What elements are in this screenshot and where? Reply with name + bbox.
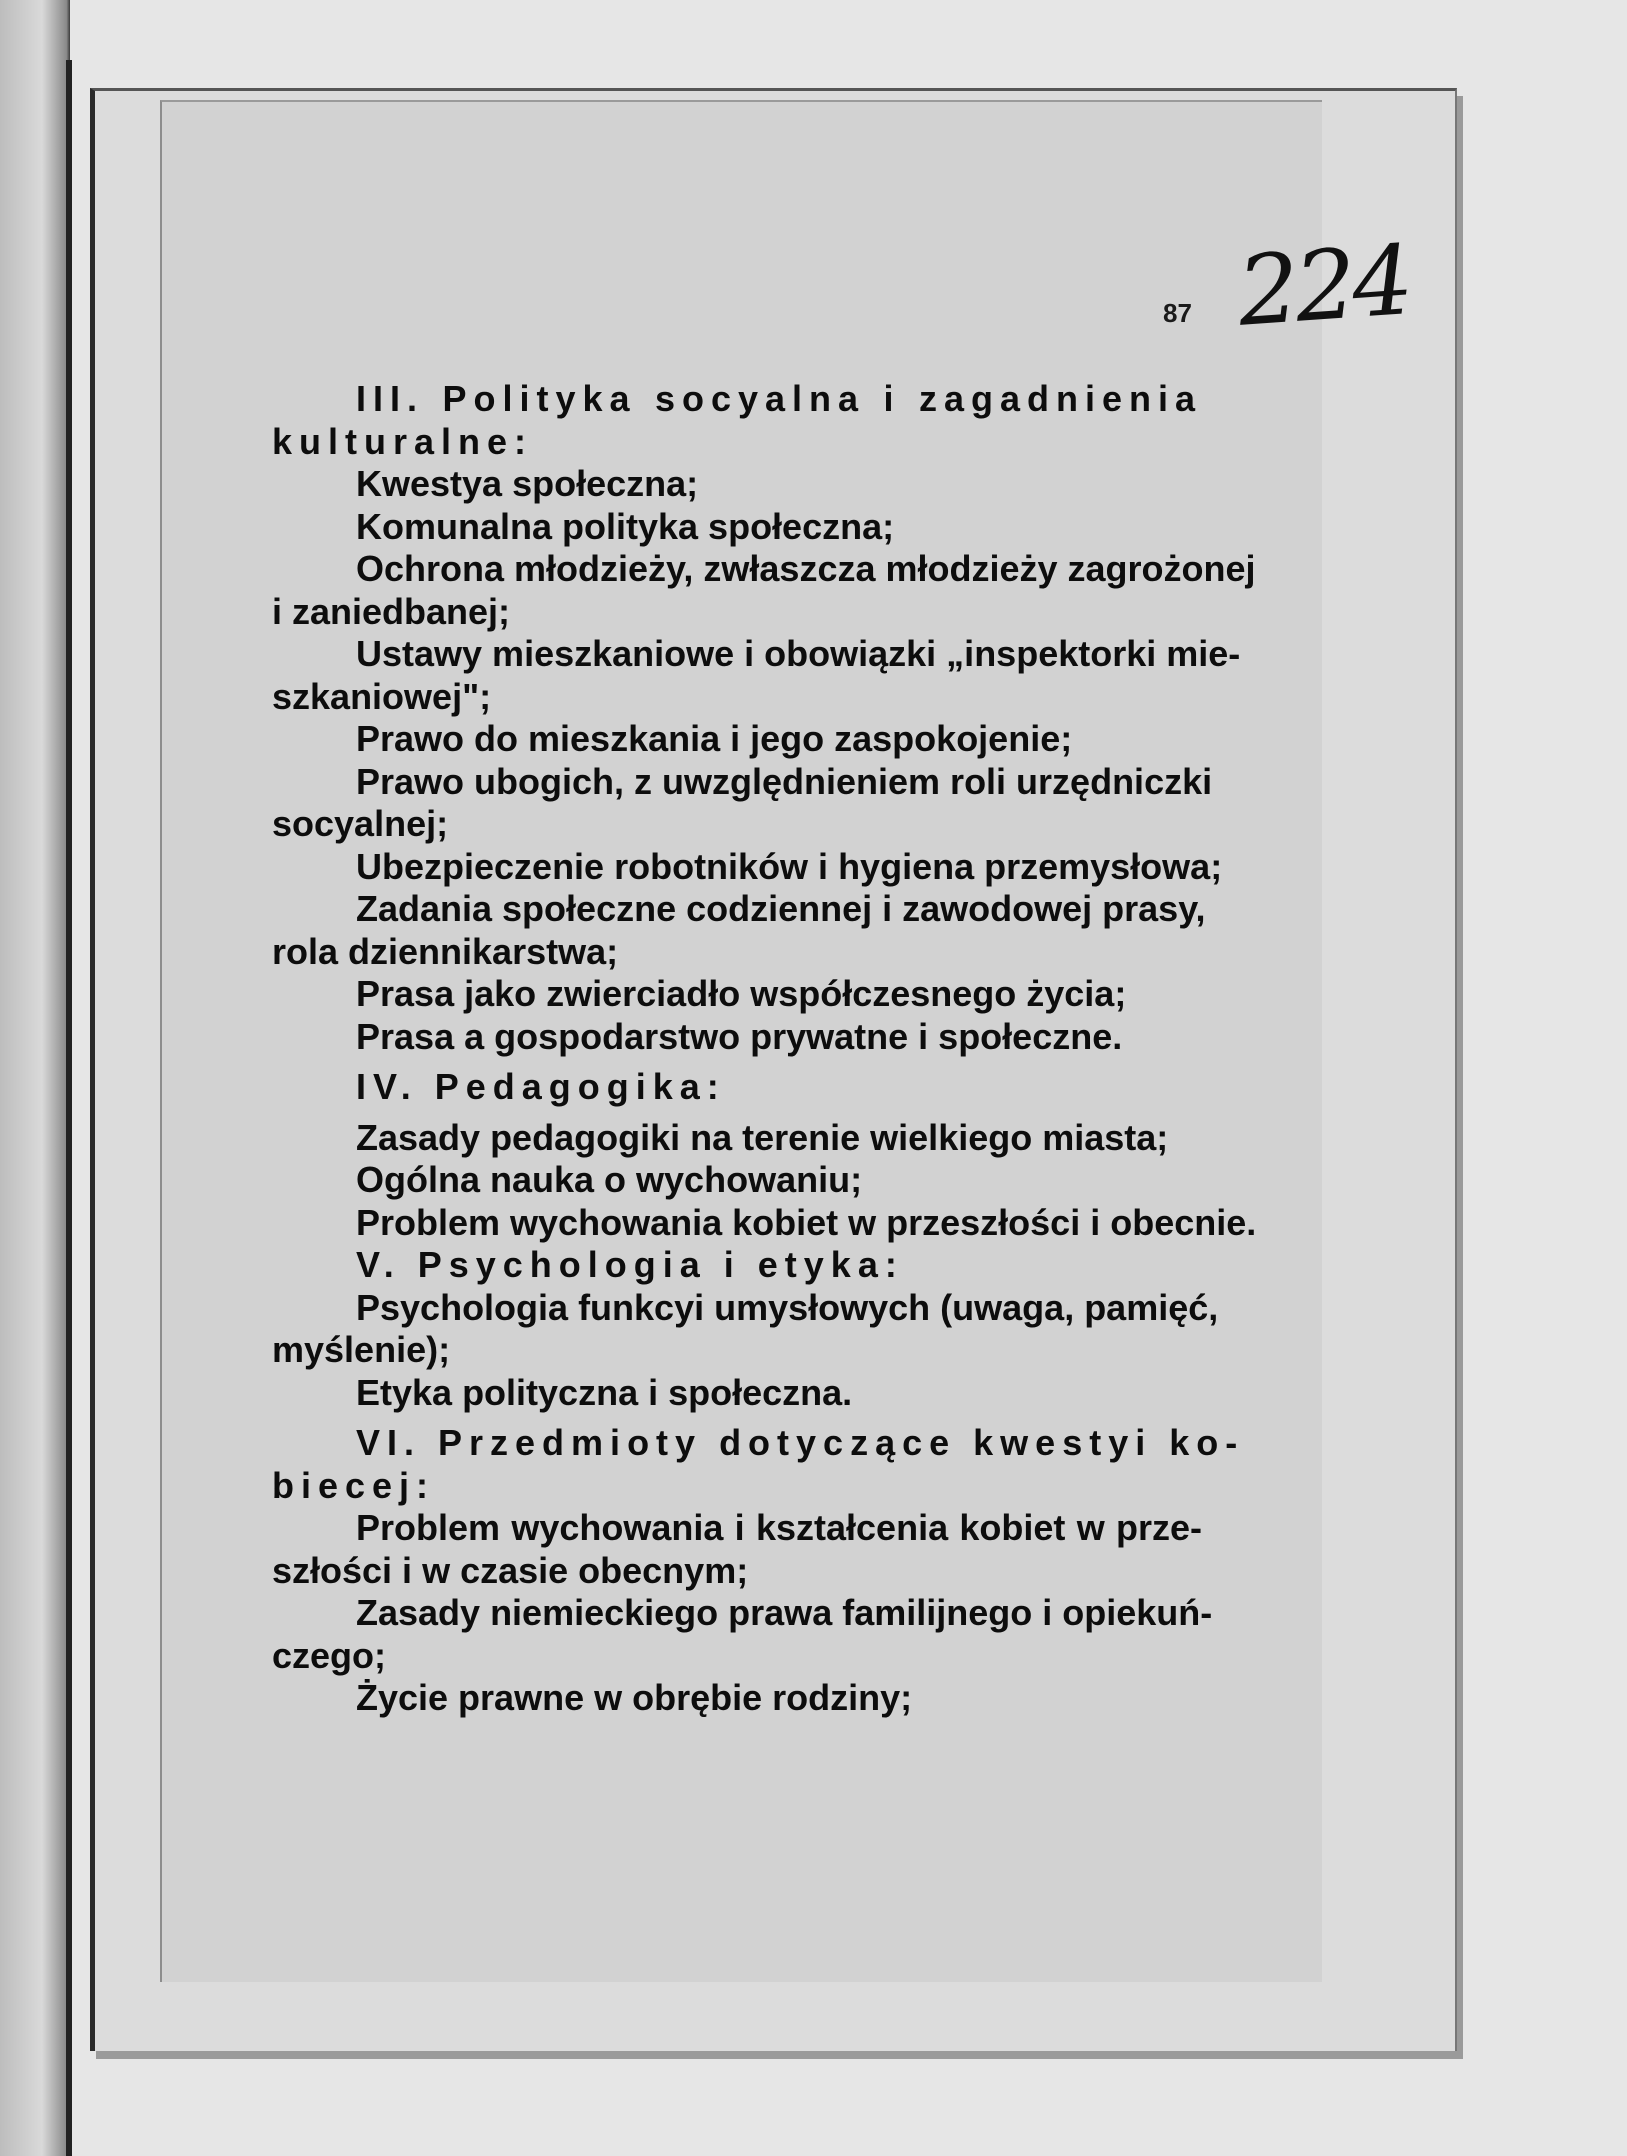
line-text: V. Psychologia i etyka: [356,1244,904,1285]
line-text: Problem wychowania i kształcenia kobiet w prze- [356,1507,1202,1548]
text-line [272,718,1202,761]
text-line [272,1550,1202,1593]
section-heading-line [272,1422,1245,1465]
line-text: VI. Przedmioty dotyczące kwestyi ko- [356,1422,1245,1463]
section-heading-line [272,1066,1202,1109]
line-text: Ubezpieczenie robotników i hygiena przemysłowa; [356,845,1223,887]
text-line [272,1201,1257,1245]
text-line [272,1677,1202,1720]
text-line [272,803,1202,846]
text-line [272,506,1202,549]
line-text: Prasa jako zwierciadło współczesnego życia; [356,973,1127,1014]
paragraph-gap [272,1414,1202,1422]
line-text: Zasady pedagogiki na terenie wielkiego miasta; [356,1116,1169,1158]
text-line [272,973,1202,1016]
line-text: kulturalne: [272,420,534,462]
line-text: myślenie); [272,1329,451,1370]
text-line [272,1016,1202,1059]
text-line [272,888,1206,931]
line-text: Komunalna polityka społeczna; [356,505,895,547]
text-line [272,1159,1202,1202]
line-text: Zadania społeczne codziennej i zawodowej prasy, [356,888,1206,929]
scan-left-edge [0,0,70,2156]
line-text: Kwestya społeczna; [356,463,699,504]
line-text: rola dziennikarstwa; [272,930,619,972]
line-text: Ochrona młodzieży, zwłaszcza młodzieży zagrożonej [356,548,1256,589]
line-text: Ustawy mieszkaniowe i obowiązki „inspektorki mie- [356,633,1241,674]
line-text: Ogólna nauka o wychowaniu; [356,1159,863,1200]
line-text: Prasa a gospodarstwo prywatne i społeczne. [356,1015,1123,1057]
text-line [272,1635,1202,1678]
scan-binding-shadow [66,60,72,2156]
line-text: Prawo ubogich, z uwzględnieniem roli urzędniczki [356,760,1213,802]
line-text: Prawo do mieszkania i jego zaspokojenie; [356,718,1073,759]
section-heading-line [272,1244,1202,1287]
line-text: i zaniedbanej; [272,590,511,632]
line-text: szłości i w czasie obecnym; [272,1549,749,1591]
text-line [272,1117,1202,1160]
line-text: III. Polityka socyalna i zagadnienia [356,378,1202,419]
line-text: IV. Pedagogika: [356,1066,726,1107]
body-text [272,378,1257,1720]
paragraph-gap [272,1109,1202,1117]
line-text: biecej: [272,1464,436,1506]
text-line [272,633,1241,676]
text-line [272,1592,1213,1635]
text-line [272,1286,1219,1330]
paragraph-gap [272,1058,1202,1066]
line-text: Życie prawne w obrębie rodziny; [356,1677,913,1718]
text-line [272,591,1202,634]
line-text: Zasady niemieckiego prawa familijnego i opiekuń- [356,1592,1213,1633]
text-line [272,548,1256,591]
text-line [272,1329,1202,1372]
text-line [272,463,1202,506]
text-line [272,845,1223,889]
line-text: Problem wychowania kobiet w przeszłości i obecnie. [356,1201,1257,1243]
section-heading-line [272,378,1202,421]
section-heading-line [272,1465,1202,1508]
text-line [272,1507,1202,1550]
text-line [272,676,1202,719]
line-text: szkaniowej"; [272,675,492,717]
section-heading-line [272,421,1202,464]
page-number: 87 [1163,298,1192,328]
handwritten-archive-number: 224 [1234,224,1413,348]
text-line [272,1372,1202,1415]
text-line [272,760,1213,804]
text-line [272,931,1202,974]
line-text: socyalnej; [272,803,449,844]
line-text: czego; [272,1634,387,1676]
line-text: Psychologia funkcyi umysłowych (uwaga, pamięć, [356,1286,1219,1328]
line-text: Etyka polityczna i społeczna. [356,1371,853,1413]
